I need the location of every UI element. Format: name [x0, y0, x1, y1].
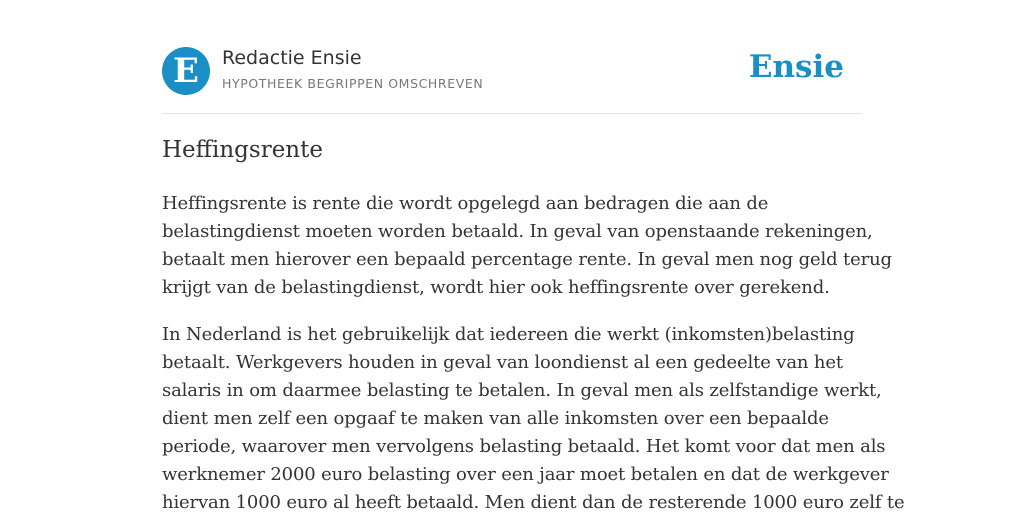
- author-name[interactable]: Redactie Ensie: [222, 47, 362, 69]
- paragraph-line: belastingdienst moeten worden betaald. In geval van openstaande rekeningen,: [162, 221, 873, 242]
- paragraph-2: [162, 321, 905, 512]
- paragraph-line: Heffingsrente is rente die wordt opgelegd aan bedragen die aan de: [162, 193, 769, 214]
- article-title: Heffingsrente: [162, 137, 323, 163]
- category-label[interactable]: HYPOTHEEK BEGRIPPEN OMSCHREVEN: [222, 76, 484, 91]
- article-body: [162, 190, 905, 512]
- article-header: [162, 45, 862, 97]
- header-divider: [162, 113, 862, 114]
- paragraph-line: dient men zelf een opgaaf te maken van alle inkomsten over een bepaalde: [162, 408, 829, 429]
- paragraph-line: hiervan 1000 euro al heeft betaald. Men dient dan de resterende 1000 euro zelf te: [162, 492, 905, 512]
- paragraph-line: In Nederland is het gebruikelijk dat iedereen die werkt (inkomsten)belasting: [162, 324, 855, 345]
- paragraph-line: betaalt men hierover een bepaald percentage rente. In geval men nog geld terug: [162, 249, 892, 270]
- paragraph-line: betaalt. Werkgevers houden in geval van loondienst al een gedeelte van het: [162, 352, 843, 373]
- ensie-logo-icon[interactable]: E: [162, 47, 210, 95]
- paragraph-line: salaris in om daarmee belasting te betalen. In geval men als zelfstandige werkt,: [162, 380, 882, 401]
- paragraph-line: werknemer 2000 euro belasting over een jaar moet betalen en dat de werkgever: [162, 464, 889, 485]
- brand-logo[interactable]: Ensie: [748, 49, 844, 85]
- paragraph-line: periode, waarover men vervolgens belasting betaald. Het komt voor dat men als: [162, 436, 886, 457]
- paragraph-1: [162, 190, 892, 302]
- paragraph-line: krijgt van de belastingdienst, wordt hier ook heffingsrente over gerekend.: [162, 277, 830, 298]
